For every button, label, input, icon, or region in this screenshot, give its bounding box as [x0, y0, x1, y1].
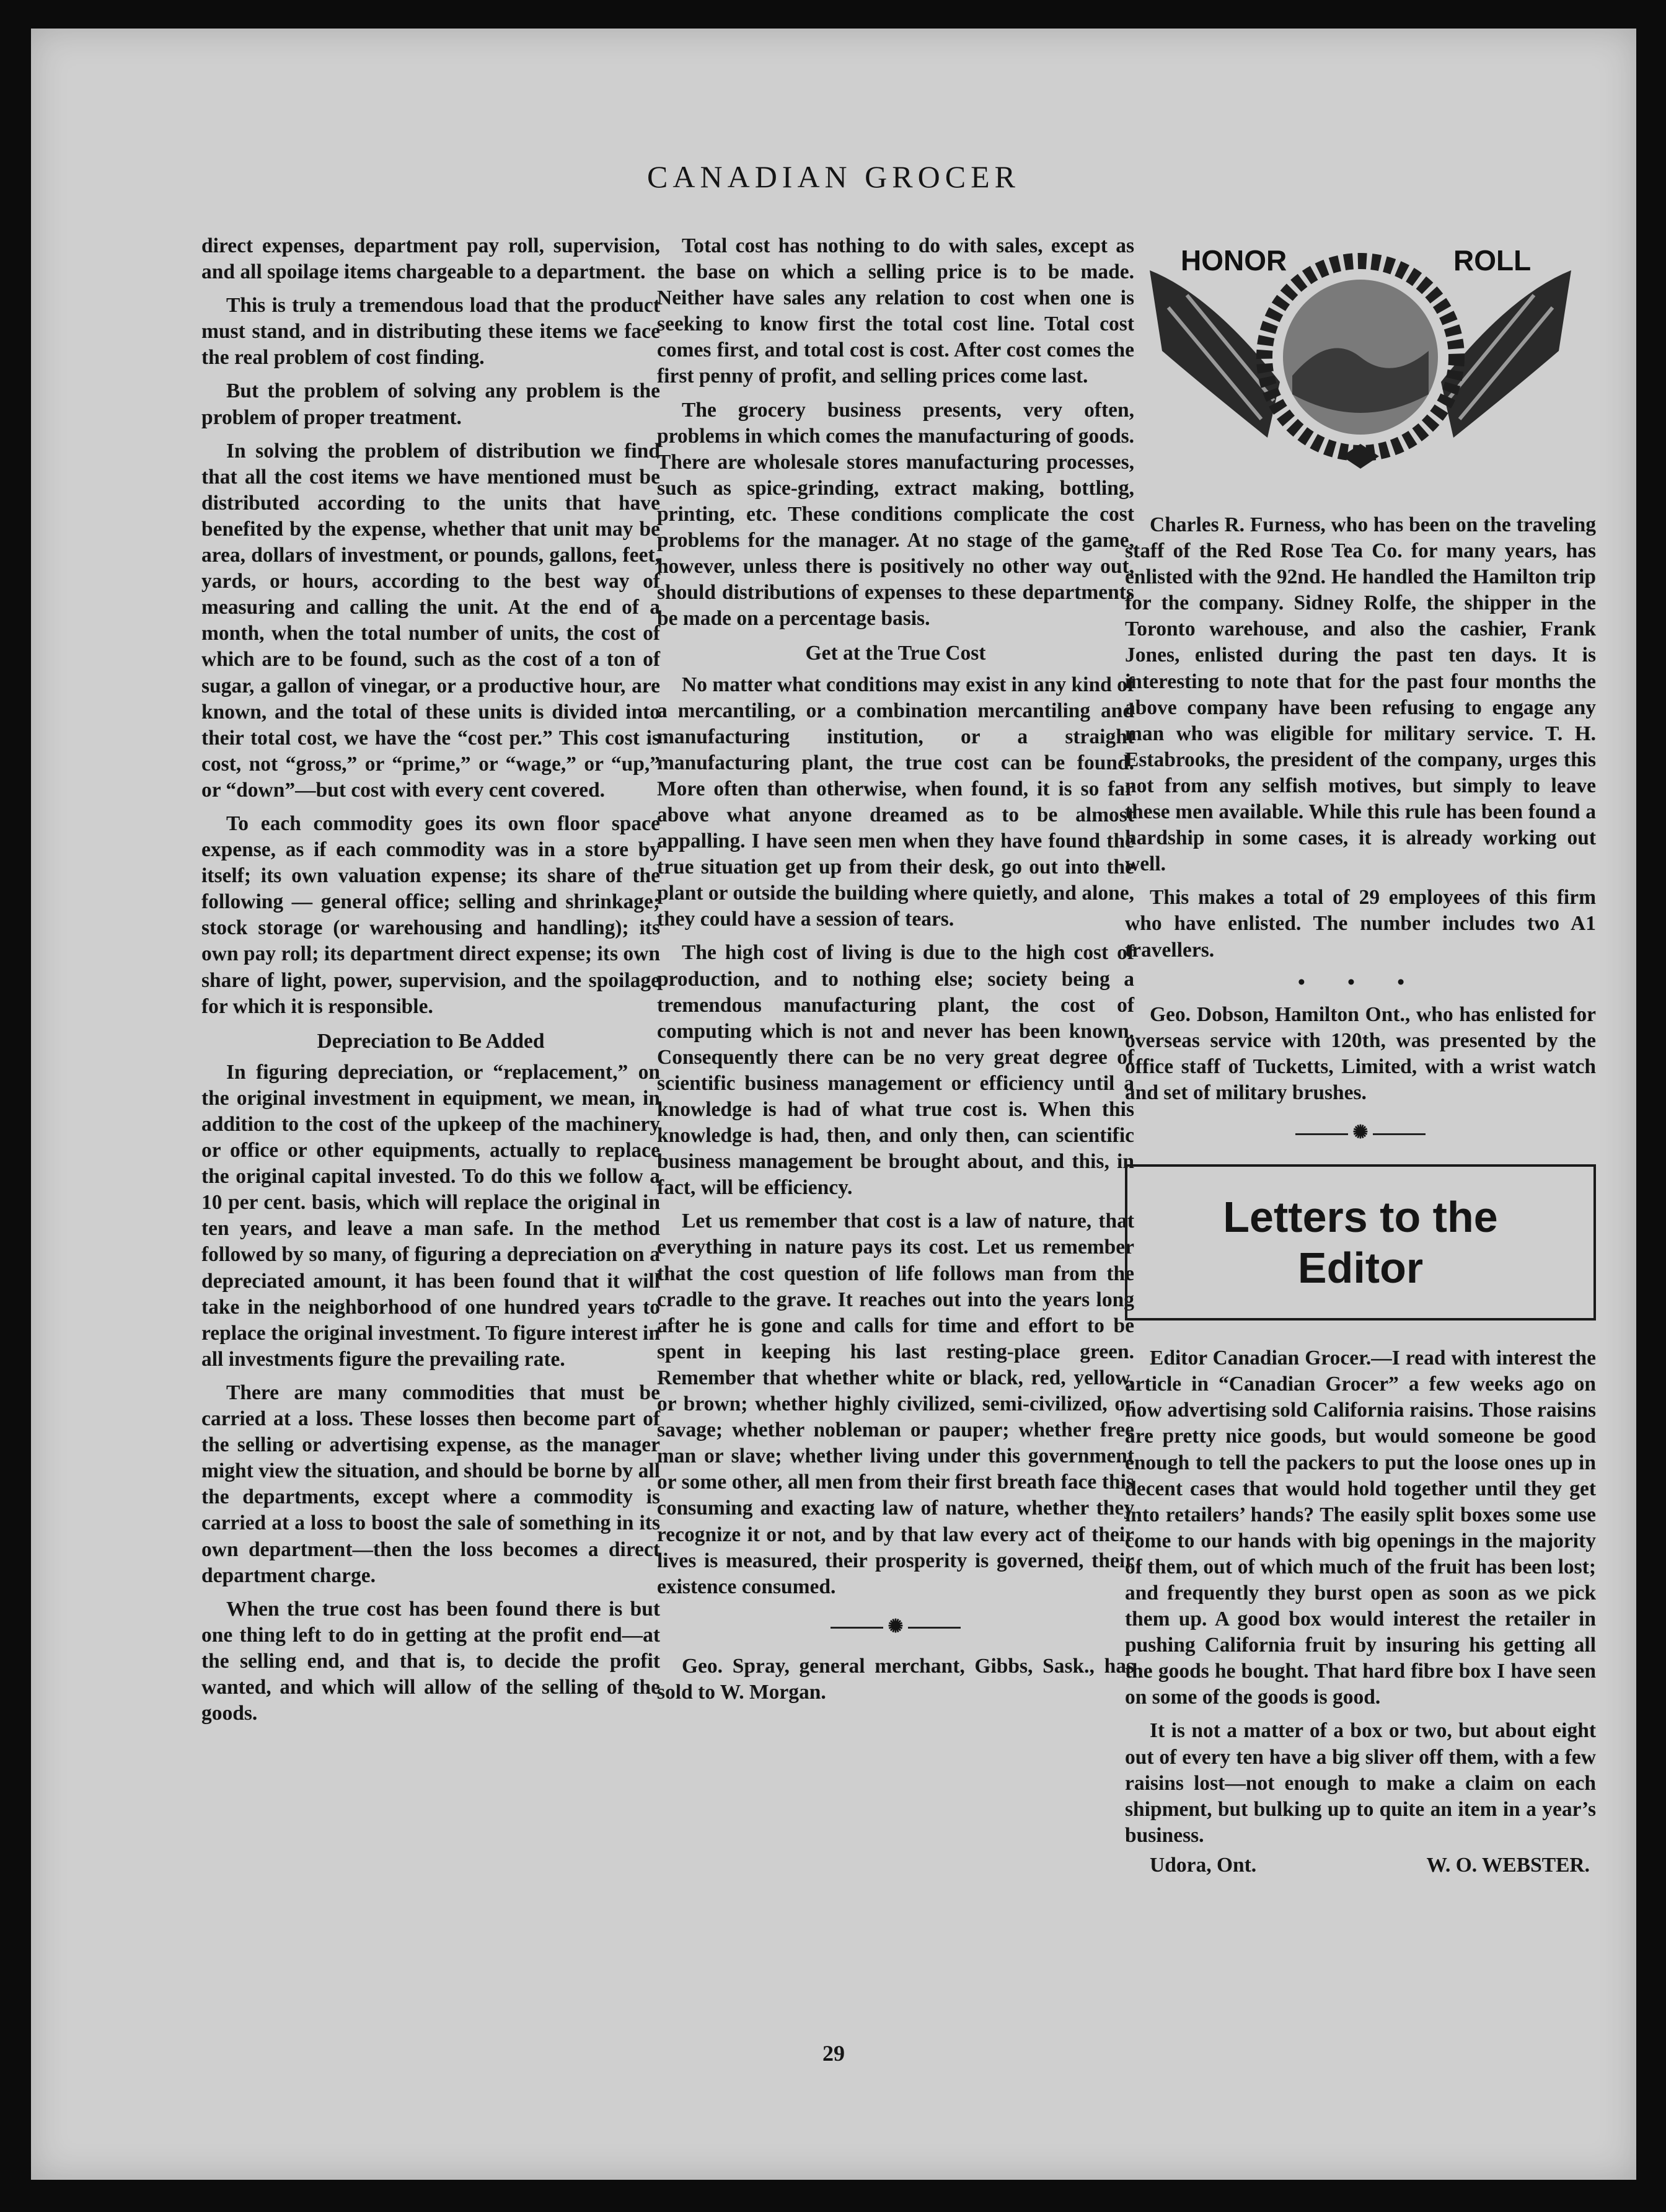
magazine-page [31, 29, 1636, 2180]
paragraph: There are many commodities that must be carried at a loss. These losses then become part of the selling or advertising expense, as the manager might view the situation, and should be borne by all the departments, except where a commodity is carried at a loss to boost the sale of something in its own department—then the loss becomes a direct department charge. [201, 1381, 660, 1587]
honor-roll-wreath-icon [1125, 233, 1596, 500]
signature-place: Udora, Ont. [1150, 1853, 1257, 1877]
paragraph: But the problem of solving any problem is the problem of proper treatment. [201, 379, 660, 429]
running-head: CANADIAN GROCER [647, 159, 1020, 194]
paragraph: Charles R. Furness, who has been on the traveling staff of the Red Rose Tea Co. for many years, has enlisted with the 92nd. He handled the Hamilton trip for the company. Sidney Rolfe, the shipper in the Toronto warehouse, and also the cashier, Frank Jones, enlisted during the past ten days. It is interesting to note that for the past four months the above company have been refusing to engage any man who was eligible for military service. T. H. Estabrooks, the president of the company, urges this not from any selfish motives, but simply to leave these men available. While this rule has been found a hardship in some cases, it is already working out well. [1125, 513, 1596, 876]
paragraph: No matter what conditions may exist in any kind of a mercantiling, or a combination mercantiling and manufacturing institution, or a straight manufacturing plant, the true cost can be found. More often than otherwise, when found, it is so far above what anyone dreamed as to be almost appalling. I have seen men when they have found the true situation get up from their desk, go out into the plant or outside the building where quietly, and alone, they could have a session of tears. [657, 673, 1134, 931]
column-2 [657, 233, 1134, 1705]
paragraph: Let us remember that cost is a law of nature, that everything in nature pays its cost. Let us remember that the cost question of life follows man from the cradle to the grave. It reaches out into the years long after he is gone and calls for time and effort to be spent in keeping his last resting-place green. Remember that whether white or black, red, yellow, or brown; whether highly civilized, semi-civilized, or savage; whether nobleman or pauper; whether free man or slave; whether living under this government or some other, all men from their first breath face this consuming and exacting law of nature, whether they recognize it or not, and by that law every act of their lives is measured, their prosperity is governed, their existence consumed. [657, 1210, 1134, 1598]
signature-name: W. O. WEBSTER. [1426, 1853, 1590, 1877]
paragraph: This makes a total of 29 employees of this firm who have enlisted. The number includes two A1 travellers. [1125, 886, 1596, 962]
paragraph: The high cost of living is due to the high cost of production, and to nothing else; society being a tremendous manufacturing plant, the cost of computing which is not and never has been known. Consequently there can be no very great degree of scientific business management or efficiency until a knowledge is had of what true cost is. When this knowledge is had, then, and only then, can scientific business management be brought about, and this, in fact, will be efficiency. [657, 941, 1134, 1200]
heading-line: Letters to the [1223, 1193, 1498, 1242]
paragraph: In figuring depreciation, or “replacement,” on the original investment in equipment, we mean, in addition to the cost of the upkeep of the machinery or office or other equipments, actually to replace the original capital invested. To do this we follow a 10 per cent. basis, which will replace the original in ten years, and leave a man safe. In the method followed by so many, of figuring a depreciation on a depreciated amount, it has been found that it will take in the neighborhood of one hundred years to replace the original investment. To figure interest in all investments figure the prevailing rate. [201, 1060, 660, 1371]
paragraph: Total cost has nothing to do with sales, except as the base on which a selling price is to be made. Neither have sales any relation to cost when one is seeking to know first the total cost line. Total cost comes first, and total cost is cost. After cost comes the first penny of profit, and selling prices come last. [657, 234, 1134, 388]
page-number: 29 [822, 2041, 845, 2066]
paragraph: Editor Canadian Grocer.—I read with interest the article in “Canadian Grocer” a few weeks ago on how advertising sold California raisins. Those raisins are pretty nice goods, but would someone be good enough to tell the packers to put the loose ones up in decent cases that would hold together until they get into retailers’ hands? The easily split boxes some use come to our hands with big openings in the majority of them, out of which much of the fruit has been lost; and frequently they burst open as soon as we pick them up. A good box would interest the retailer in pushing California fruit by insuring his getting all the goods he bought. That hard fibre box I have seen on some of the goods is good. [1125, 1347, 1596, 1709]
paragraph: It is not a matter of a box or two, but about eight out of every ten have a big sliver off them, with a few raisins lost—not enough to make a claim on each shipment, but bulking up to quite an item in a year’s business. [1125, 1719, 1596, 1847]
column-3 [1125, 233, 1596, 1878]
subheading: Depreciation to Be Added [317, 1029, 545, 1053]
heading-line: Editor [1297, 1244, 1424, 1293]
subheading: Get at the True Cost [805, 642, 986, 665]
honor-label: HONOR [1181, 244, 1287, 276]
column-1 [201, 233, 660, 1727]
honor-roll-emblem [1125, 233, 1596, 500]
paragraph: To each commodity goes its own floor space expense, as if each commodity was in a store by itself; its own valuation expense; its share of the following — general office; selling and shrinkage; stock storage (or warehousing and handling); its own pay roll; its department direct expense; its own share of light, power, supervision, and the spoilage for which it is responsible. [201, 812, 660, 1018]
letters-to-editor-heading [1125, 1164, 1596, 1321]
roll-label: ROLL [1453, 244, 1532, 276]
signature-line [1125, 1852, 1596, 1878]
footnote: Geo. Spray, general merchant, Gibbs, Sask., has sold to W. Morgan. [657, 1654, 1134, 1704]
paragraph: direct expenses, department pay roll, supervision, and all spoilage items chargeable to a department. [201, 234, 660, 284]
paragraph: In solving the problem of distribution we find that all the cost items we have mentioned must be distributed according to the units that have benefited by the expense, whether that unit may be area, dollars of investment, or pounds, gallons, feet, yards, or hours, according to the best way of measuring and calling the unit. At the end of a month, when the total number of units, the cost of which are to be found, such as the cost of a ton of sugar, a gallon of vinegar, or a productive hour, are known, and the total of these units is divided into their total cost, we have the “cost per.” This cost is cost, not “gross,” or “prime,” or “wage,” or “up,” or “down”—but cost with every cent covered. [201, 439, 660, 802]
paragraph: Geo. Dobson, Hamilton Ont., who has enlisted for overseas service with 120th, was presented by the office staff of Tucketts, Limited, with a wrist watch and set of military brushes. [1125, 1002, 1596, 1104]
separator-stars: • • • [1298, 970, 1423, 994]
ornament-divider: ✺ [1125, 1120, 1596, 1146]
paragraph: This is truly a tremendous load that the product must stand, and in distributing these items we face the real problem of cost finding. [201, 294, 660, 369]
paragraph: The grocery business presents, very often, problems in which comes the manufacturing of goods. There are wholesale stores manufacturing processes, such as spice-grinding, extract making, bottling, printing, etc. These conditions complicate the cost problems for the manager. At no stage of the game, however, unless there is positively no other way out, should distributions of expenses to these departments be made on a percentage basis. [657, 398, 1134, 630]
ornament-divider: ✺ [657, 1614, 1134, 1640]
paragraph: When the true cost has been found there is but one thing left to do in getting at the profit end—at the selling end, and that is, to decide the profit wanted, and which will allow of the selling of the goods. [201, 1597, 660, 1725]
